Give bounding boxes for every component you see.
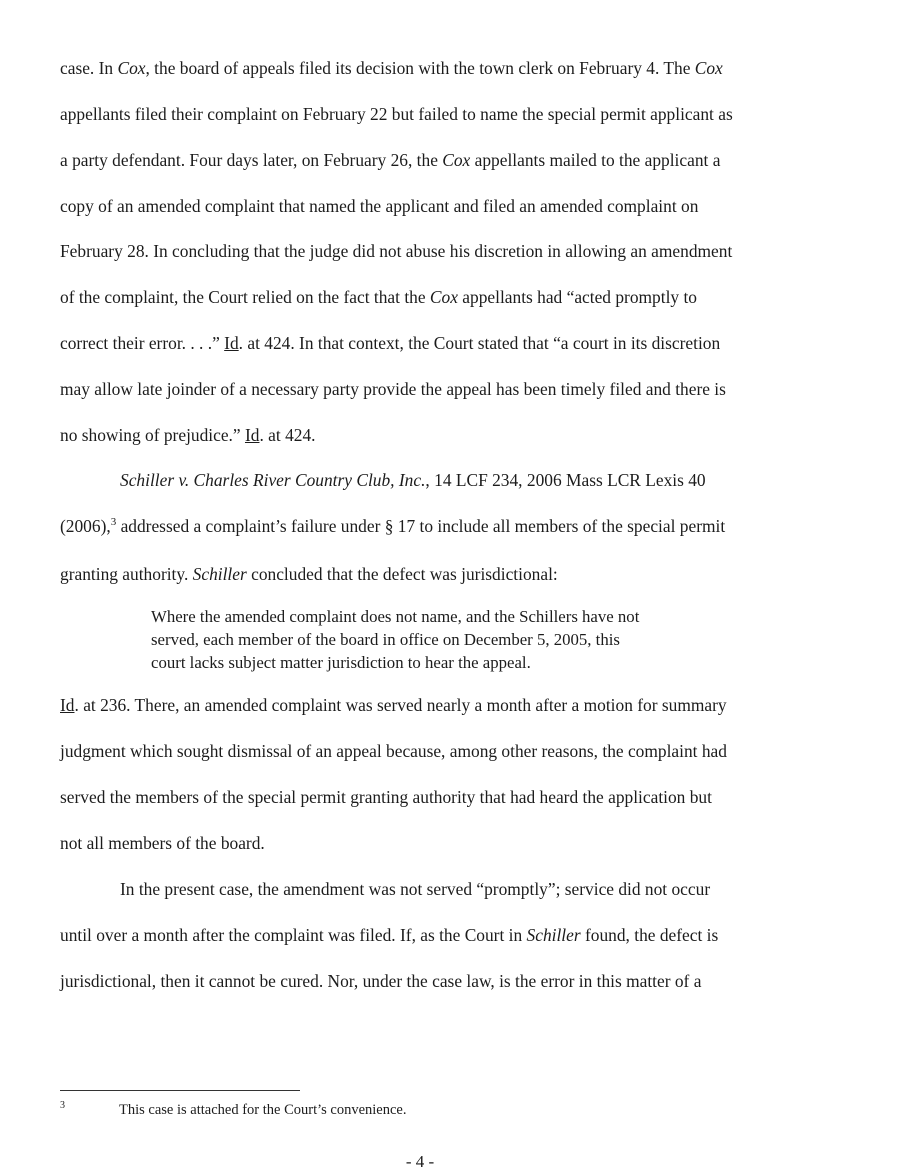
body-line: no showing of prejudice.” Id. at 424. [60,425,316,445]
page-number: - 4 - [405,1152,435,1171]
body-line: correct their error. . . .” Id. at 424. In that context, the Court stated that “a court in its discretion [60,333,721,353]
body-line: jurisdictional, then it cannot be cured. Nor, under the case law, is the error in this matter of a [60,971,702,991]
footnote-number: 3 [60,1100,65,1111]
blockquote-line: served, each member of the board in office on December 5, 2005, this [151,630,620,649]
body-line: Schiller v. Charles River Country Club, Inc., 14 LCF 234, 2006 Mass LCR Lexis 40 [120,470,706,490]
body-line: granting authority. Schiller concluded that the defect was jurisdictional: [60,564,558,584]
body-line: Id. at 236. There, an amended complaint was served nearly a month after a motion for summary [60,695,727,715]
body-line: copy of an amended complaint that named the applicant and filed an amended complaint on [60,196,699,216]
body-line: a party defendant. Four days later, on February 26, the Cox appellants mailed to the applicant a [60,150,721,170]
body-line: not all members of the board. [60,833,265,853]
body-line: appellants filed their complaint on February 22 but failed to name the special permit applicant as [60,104,733,124]
body-line: of the complaint, the Court relied on the fact that the Cox appellants had “acted promptly to [60,287,697,307]
body-line: judgment which sought dismissal of an appeal because, among other reasons, the complaint had [60,741,727,761]
body-line: may allow late joinder of a necessary party provide the appeal has been timely filed and there is [60,379,726,399]
body-line: In the present case, the amendment was not served “promptly”; service did not occur [120,879,711,899]
footnote-divider [60,1090,300,1091]
footnote-text: This case is attached for the Court’s convenience. [119,1102,407,1118]
body-line: February 28. In concluding that the judge did not abuse his discretion in allowing an amendment [60,241,733,261]
footnote-reference: 3 [110,516,117,529]
body-line: served the members of the special permit granting authority that had heard the application but [60,787,712,807]
body-line: until over a month after the complaint was filed. If, as the Court in Schiller found, the defect is [60,925,719,945]
body-line: case. In Cox, the board of appeals filed its decision with the town clerk on February 4. The Cox [60,58,723,78]
blockquote-line: Where the amended complaint does not name, and the Schillers have not [151,607,640,626]
blockquote-line: court lacks subject matter jurisdiction to hear the appeal. [151,653,531,672]
body-line: (2006),$^3$ addressed a complaint’s failure under § 17 to include all members of the special permit [60,516,726,536]
